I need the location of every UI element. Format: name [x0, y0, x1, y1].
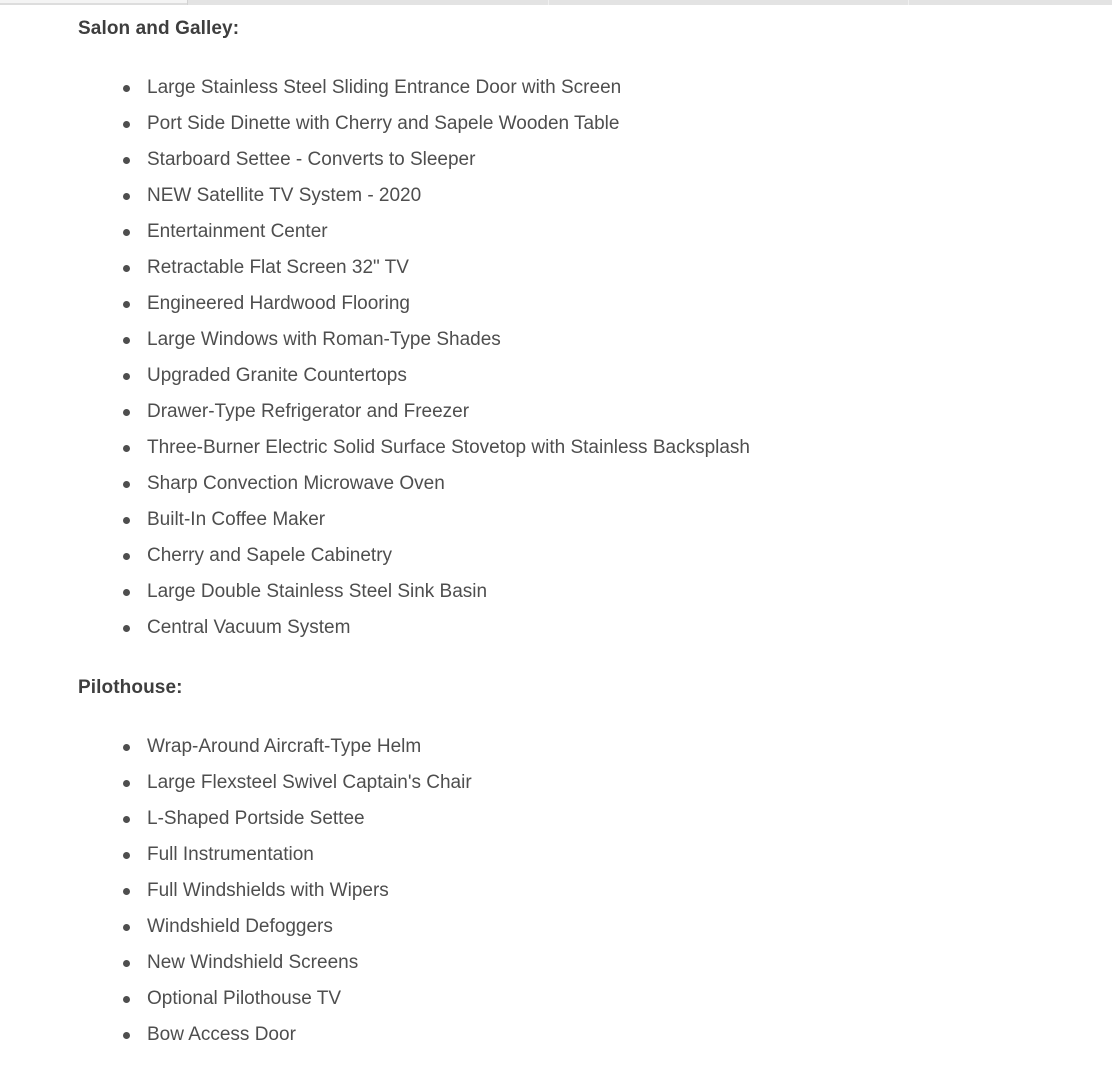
bullet-icon: [123, 373, 130, 380]
bullet-icon: [123, 337, 130, 344]
list-item: [78, 502, 1072, 538]
list-item-text: Entertainment Center: [147, 221, 328, 242]
list-item: [78, 909, 1072, 945]
list-item: [78, 538, 1072, 574]
list-item-text: Built-In Coffee Maker: [147, 509, 326, 530]
list-item-text: Optional Pilothouse TV: [147, 988, 341, 1009]
list-item: [78, 945, 1072, 981]
section-heading-pilothouse: Pilothouse:: [78, 677, 183, 698]
list-item: [78, 765, 1072, 801]
feature-list-salon-and-galley: [78, 70, 1072, 646]
bullet-icon: [123, 888, 130, 895]
list-item-text: Upgraded Granite Countertops: [147, 365, 407, 386]
list-item-text: Windshield Defoggers: [147, 916, 333, 937]
bullet-icon: [123, 85, 130, 92]
list-item-text: Retractable Flat Screen 32" TV: [147, 257, 409, 278]
list-item-text: NEW Satellite TV System - 2020: [147, 185, 422, 206]
bullet-icon: [123, 996, 130, 1003]
list-item: [78, 250, 1072, 286]
bullet-icon: [123, 744, 130, 751]
list-item-text: Full Windshields with Wipers: [147, 880, 389, 901]
list-item-text: Central Vacuum System: [147, 617, 351, 638]
list-item: [78, 70, 1072, 106]
bullet-icon: [123, 121, 130, 128]
tab-segment-4[interactable]: [908, 0, 1112, 5]
section-heading-salon-and-galley: Salon and Galley:: [78, 18, 240, 39]
list-item-text: New Windshield Screens: [147, 952, 359, 973]
bullet-icon: [123, 553, 130, 560]
bullet-icon: [123, 1032, 130, 1039]
bullet-icon: [123, 924, 130, 931]
bullet-icon: [123, 852, 130, 859]
list-item: [78, 358, 1072, 394]
bullet-icon: [123, 517, 130, 524]
bullet-icon: [123, 157, 130, 164]
list-item: [78, 106, 1072, 142]
feature-list-pilothouse: [78, 729, 1072, 1053]
list-item-text: Large Windows with Roman-Type Shades: [147, 329, 501, 350]
specs-content: [0, 5, 1112, 1053]
list-item-text: L-Shaped Portside Settee: [147, 808, 365, 829]
list-item-text: Drawer-Type Refrigerator and Freezer: [147, 401, 470, 422]
list-item: [78, 286, 1072, 322]
bullet-icon: [123, 625, 130, 632]
list-item-text: Large Stainless Steel Sliding Entrance Door with Screen: [147, 77, 622, 98]
list-item-text: Port Side Dinette with Cherry and Sapele Wooden Table: [147, 113, 620, 134]
list-item-text: Sharp Convection Microwave Oven: [147, 473, 445, 494]
list-item: [78, 1017, 1072, 1053]
bullet-icon: [123, 265, 130, 272]
bullet-icon: [123, 229, 130, 236]
list-item: [78, 574, 1072, 610]
tab-strip: [0, 0, 1112, 5]
list-item: [78, 322, 1072, 358]
list-item-text: Wrap-Around Aircraft-Type Helm: [147, 736, 422, 757]
list-item: [78, 142, 1072, 178]
list-item: [78, 801, 1072, 837]
tab-segment-3[interactable]: [548, 0, 908, 5]
bullet-icon: [123, 960, 130, 967]
list-item-text: Large Flexsteel Swivel Captain's Chair: [147, 772, 472, 793]
list-item-text: Bow Access Door: [147, 1024, 296, 1045]
list-item: [78, 729, 1072, 765]
list-item: [78, 837, 1072, 873]
bullet-icon: [123, 816, 130, 823]
list-item-text: Starboard Settee - Converts to Sleeper: [147, 149, 476, 170]
bullet-icon: [123, 409, 130, 416]
list-item-text: Three-Burner Electric Solid Surface Stovetop with Stainless Backsplash: [147, 437, 750, 458]
list-item: [78, 394, 1072, 430]
list-item: [78, 430, 1072, 466]
list-item: [78, 178, 1072, 214]
list-item: [78, 981, 1072, 1017]
bullet-icon: [123, 589, 130, 596]
bullet-icon: [123, 301, 130, 308]
list-item-text: Engineered Hardwood Flooring: [147, 293, 410, 314]
list-item: [78, 873, 1072, 909]
tab-segment-2[interactable]: [187, 0, 548, 5]
list-item-text: Cherry and Sapele Cabinetry: [147, 545, 393, 566]
bullet-icon: [123, 193, 130, 200]
tab-segment-active[interactable]: [0, 0, 187, 5]
bullet-icon: [123, 445, 130, 452]
list-item: [78, 214, 1072, 250]
list-item-text: Large Double Stainless Steel Sink Basin: [147, 581, 488, 602]
list-item: [78, 466, 1072, 502]
bullet-icon: [123, 481, 130, 488]
list-item: [78, 610, 1072, 646]
bullet-icon: [123, 780, 130, 787]
list-item-text: Full Instrumentation: [147, 844, 314, 865]
